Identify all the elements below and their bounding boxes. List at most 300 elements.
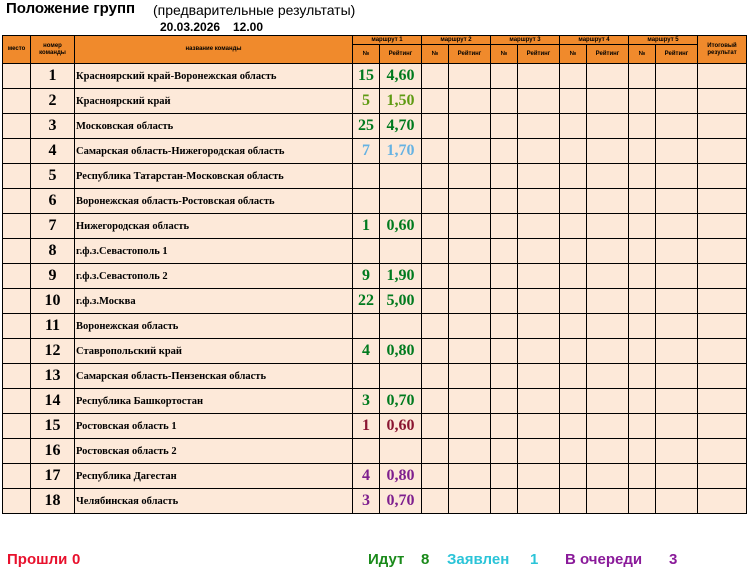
total-cell [698, 264, 747, 289]
route-2-num-cell [422, 239, 449, 264]
route-5-num-cell [629, 214, 656, 239]
team-name-cell: Ростовская область 1 [75, 414, 353, 439]
header-route-5-rating: Рейтинг [656, 45, 698, 64]
team-name-cell: г.ф.з.Севастополь 2 [75, 264, 353, 289]
place-cell [3, 389, 31, 414]
route-2-rating-cell [449, 114, 491, 139]
route-3-rating-cell [518, 139, 560, 164]
route-2-num-cell [422, 289, 449, 314]
route-5-num-cell [629, 89, 656, 114]
place-cell [3, 339, 31, 364]
table-row [3, 164, 747, 189]
route-4-rating-cell [587, 264, 629, 289]
header-route-3-num: № [491, 45, 518, 64]
route-3-num-cell [491, 464, 518, 489]
route-3-rating-cell [518, 414, 560, 439]
route-4-rating-cell [587, 114, 629, 139]
route-1-num-cell: 1 [353, 414, 380, 439]
team-number-cell: 6 [31, 189, 75, 214]
route-2-num-cell [422, 314, 449, 339]
header-route-4-rating: Рейтинг [587, 45, 629, 64]
route-1-rating-cell [380, 314, 422, 339]
team-name-cell: Московская область [75, 114, 353, 139]
route-4-num-cell [560, 64, 587, 89]
route-1-num-cell: 7 [353, 139, 380, 164]
route-2-rating-cell [449, 64, 491, 89]
route-4-num-cell [560, 389, 587, 414]
route-1-rating-cell: 0,70 [380, 489, 422, 514]
total-cell [698, 439, 747, 464]
table-row [3, 389, 747, 414]
route-5-num-cell [629, 314, 656, 339]
route-1-rating-cell: 5,00 [380, 289, 422, 314]
route-5-num-cell [629, 414, 656, 439]
route-2-rating-cell [449, 264, 491, 289]
route-5-num-cell [629, 289, 656, 314]
total-cell [698, 464, 747, 489]
route-3-num-cell [491, 389, 518, 414]
route-1-rating-cell [380, 364, 422, 389]
route-1-num-cell [353, 439, 380, 464]
route-5-rating-cell [656, 164, 698, 189]
place-cell [3, 214, 31, 239]
header-route-3-rating: Рейтинг [518, 45, 560, 64]
route-2-num-cell [422, 389, 449, 414]
team-name-cell: Ставропольский край [75, 339, 353, 364]
route-5-rating-cell [656, 289, 698, 314]
route-1-rating-cell: 1,50 [380, 89, 422, 114]
total-cell [698, 189, 747, 214]
table-row [3, 139, 747, 164]
route-3-num-cell [491, 489, 518, 514]
route-4-num-cell [560, 339, 587, 364]
route-4-num-cell [560, 239, 587, 264]
header-route-1-rating: Рейтинг [380, 45, 422, 64]
route-1-num-cell [353, 164, 380, 189]
route-3-num-cell [491, 264, 518, 289]
total-cell [698, 214, 747, 239]
team-name-cell: Республика Татарстан-Московская область [75, 164, 353, 189]
route-3-rating-cell [518, 489, 560, 514]
route-3-num-cell [491, 414, 518, 439]
route-3-rating-cell [518, 264, 560, 289]
team-number-cell: 10 [31, 289, 75, 314]
table-row [3, 289, 747, 314]
table-row [3, 314, 747, 339]
route-4-rating-cell [587, 164, 629, 189]
place-cell [3, 239, 31, 264]
route-5-num-cell [629, 364, 656, 389]
total-cell [698, 414, 747, 439]
route-3-rating-cell [518, 114, 560, 139]
team-number-cell: 18 [31, 489, 75, 514]
route-5-num-cell [629, 139, 656, 164]
route-5-rating-cell [656, 64, 698, 89]
table-row [3, 464, 747, 489]
report-date: 20.03.2026 [160, 20, 221, 34]
place-cell [3, 489, 31, 514]
results-table [2, 35, 747, 514]
declared-count: 1 [530, 551, 539, 568]
table-row [3, 489, 747, 514]
route-5-rating-cell [656, 339, 698, 364]
route-4-rating-cell [587, 64, 629, 89]
header-route-4-num: № [560, 45, 587, 64]
route-2-rating-cell [449, 239, 491, 264]
table-row [3, 214, 747, 239]
place-cell [3, 414, 31, 439]
header-route-2-num: № [422, 45, 449, 64]
team-name-cell: Красноярский край [75, 89, 353, 114]
going-count: 8 [421, 551, 430, 568]
table-row [3, 414, 747, 439]
route-5-rating-cell [656, 214, 698, 239]
route-5-num-cell [629, 464, 656, 489]
team-name-cell: Самарская область-Пензенская область [75, 364, 353, 389]
total-cell [698, 139, 747, 164]
route-3-num-cell [491, 89, 518, 114]
total-cell [698, 489, 747, 514]
team-number-cell: 17 [31, 464, 75, 489]
team-number-cell: 15 [31, 414, 75, 439]
route-1-rating-cell [380, 439, 422, 464]
route-3-rating-cell [518, 314, 560, 339]
place-cell [3, 164, 31, 189]
table-row [3, 339, 747, 364]
route-5-num-cell [629, 114, 656, 139]
route-1-num-cell: 4 [353, 339, 380, 364]
report-time: 12.00 [233, 20, 264, 34]
route-4-num-cell [560, 264, 587, 289]
team-name-cell: Ростовская область 2 [75, 439, 353, 464]
route-5-num-cell [629, 239, 656, 264]
route-3-rating-cell [518, 64, 560, 89]
route-2-num-cell [422, 189, 449, 214]
route-5-rating-cell [656, 439, 698, 464]
route-1-num-cell: 1 [353, 214, 380, 239]
place-cell [3, 64, 31, 89]
route-5-rating-cell [656, 464, 698, 489]
team-name-cell: Республика Дагестан [75, 464, 353, 489]
route-3-num-cell [491, 364, 518, 389]
declared-label: Заявлен [447, 551, 510, 568]
route-3-rating-cell [518, 289, 560, 314]
route-1-rating-cell [380, 189, 422, 214]
route-4-num-cell [560, 114, 587, 139]
header-total: Итоговый результат [698, 36, 747, 64]
route-1-rating-cell: 4,70 [380, 114, 422, 139]
route-3-num-cell [491, 164, 518, 189]
header-place: место [3, 36, 31, 64]
route-2-num-cell [422, 164, 449, 189]
route-4-num-cell [560, 464, 587, 489]
route-2-num-cell [422, 89, 449, 114]
team-name-cell: Воронежская область-Ростовская область [75, 189, 353, 214]
total-cell [698, 114, 747, 139]
route-2-rating-cell [449, 439, 491, 464]
route-1-num-cell: 3 [353, 389, 380, 414]
route-5-rating-cell [656, 364, 698, 389]
route-4-rating-cell [587, 239, 629, 264]
route-3-rating-cell [518, 464, 560, 489]
route-4-rating-cell [587, 489, 629, 514]
route-1-rating-cell [380, 164, 422, 189]
route-4-rating-cell [587, 89, 629, 114]
route-4-rating-cell [587, 389, 629, 414]
team-number-cell: 16 [31, 439, 75, 464]
total-cell [698, 289, 747, 314]
route-4-rating-cell [587, 439, 629, 464]
total-cell [698, 364, 747, 389]
total-cell [698, 64, 747, 89]
route-5-rating-cell [656, 89, 698, 114]
team-name-cell: Нижегородская область [75, 214, 353, 239]
place-cell [3, 314, 31, 339]
route-3-num-cell [491, 314, 518, 339]
route-5-rating-cell [656, 414, 698, 439]
route-1-num-cell: 5 [353, 89, 380, 114]
table-row [3, 239, 747, 264]
place-cell [3, 89, 31, 114]
route-1-rating-cell: 0,60 [380, 414, 422, 439]
passed-label: Прошли [7, 551, 68, 568]
table-row [3, 64, 747, 89]
total-cell [698, 339, 747, 364]
team-number-cell: 7 [31, 214, 75, 239]
route-4-num-cell [560, 214, 587, 239]
route-2-num-cell [422, 214, 449, 239]
route-4-num-cell [560, 439, 587, 464]
place-cell [3, 364, 31, 389]
route-4-rating-cell [587, 339, 629, 364]
route-5-rating-cell [656, 389, 698, 414]
total-cell [698, 164, 747, 189]
route-2-rating-cell [449, 489, 491, 514]
route-3-num-cell [491, 239, 518, 264]
table-row [3, 364, 747, 389]
route-1-num-cell: 25 [353, 114, 380, 139]
passed-count: 0 [72, 551, 81, 568]
header-route-3: маршрут 3 [491, 36, 560, 45]
route-3-rating-cell [518, 89, 560, 114]
route-3-num-cell [491, 439, 518, 464]
route-3-rating-cell [518, 339, 560, 364]
route-3-num-cell [491, 114, 518, 139]
route-3-rating-cell [518, 389, 560, 414]
header-team-number: номер команды [31, 36, 75, 64]
route-5-rating-cell [656, 189, 698, 214]
route-1-num-cell: 22 [353, 289, 380, 314]
route-4-num-cell [560, 164, 587, 189]
queue-label: В очереди [565, 551, 643, 568]
route-3-num-cell [491, 64, 518, 89]
total-cell [698, 239, 747, 264]
total-cell [698, 389, 747, 414]
team-name-cell: Воронежская область [75, 314, 353, 339]
route-3-rating-cell [518, 364, 560, 389]
route-1-num-cell [353, 314, 380, 339]
route-4-rating-cell [587, 314, 629, 339]
route-3-num-cell [491, 289, 518, 314]
route-2-num-cell [422, 64, 449, 89]
route-1-num-cell: 3 [353, 489, 380, 514]
route-2-num-cell [422, 264, 449, 289]
route-5-rating-cell [656, 489, 698, 514]
route-5-rating-cell [656, 264, 698, 289]
route-4-rating-cell [587, 464, 629, 489]
route-4-num-cell [560, 364, 587, 389]
table-row [3, 439, 747, 464]
route-4-num-cell [560, 489, 587, 514]
route-5-num-cell [629, 439, 656, 464]
route-1-num-cell: 9 [353, 264, 380, 289]
table-row [3, 264, 747, 289]
route-2-rating-cell [449, 214, 491, 239]
route-3-rating-cell [518, 164, 560, 189]
team-number-cell: 2 [31, 89, 75, 114]
route-5-num-cell [629, 64, 656, 89]
header-team-name: название команды [75, 36, 353, 64]
route-2-num-cell [422, 414, 449, 439]
team-number-cell: 14 [31, 389, 75, 414]
route-1-rating-cell: 0,70 [380, 389, 422, 414]
route-5-rating-cell [656, 314, 698, 339]
queue-count: 3 [669, 551, 678, 568]
team-name-cell: г.ф.з.Москва [75, 289, 353, 314]
route-2-num-cell [422, 339, 449, 364]
route-4-rating-cell [587, 289, 629, 314]
route-2-num-cell [422, 464, 449, 489]
route-1-rating-cell: 0,80 [380, 339, 422, 364]
route-3-num-cell [491, 139, 518, 164]
route-4-num-cell [560, 314, 587, 339]
route-2-num-cell [422, 364, 449, 389]
team-number-cell: 13 [31, 364, 75, 389]
route-3-rating-cell [518, 239, 560, 264]
route-2-rating-cell [449, 464, 491, 489]
header-route-1: маршрут 1 [353, 36, 422, 45]
team-number-cell: 5 [31, 164, 75, 189]
route-1-rating-cell: 1,90 [380, 264, 422, 289]
route-1-rating-cell [380, 239, 422, 264]
route-2-num-cell [422, 439, 449, 464]
header-route-1-num: № [353, 45, 380, 64]
place-cell [3, 189, 31, 214]
route-3-num-cell [491, 189, 518, 214]
total-cell [698, 89, 747, 114]
header-route-5-num: № [629, 45, 656, 64]
route-2-rating-cell [449, 389, 491, 414]
route-2-rating-cell [449, 289, 491, 314]
header-route-2: маршрут 2 [422, 36, 491, 45]
route-2-rating-cell [449, 314, 491, 339]
route-5-rating-cell [656, 139, 698, 164]
team-number-cell: 11 [31, 314, 75, 339]
route-2-num-cell [422, 114, 449, 139]
place-cell [3, 464, 31, 489]
route-1-rating-cell: 0,60 [380, 214, 422, 239]
route-2-rating-cell [449, 364, 491, 389]
route-2-rating-cell [449, 189, 491, 214]
header-route-5: маршрут 5 [629, 36, 698, 45]
route-4-rating-cell [587, 189, 629, 214]
route-5-num-cell [629, 264, 656, 289]
route-4-num-cell [560, 289, 587, 314]
route-4-num-cell [560, 189, 587, 214]
team-number-cell: 12 [31, 339, 75, 364]
team-name-cell: Самарская область-Нижегородская область [75, 139, 353, 164]
route-1-num-cell [353, 189, 380, 214]
results-body [3, 64, 747, 514]
route-5-rating-cell [656, 239, 698, 264]
route-1-num-cell [353, 364, 380, 389]
route-5-num-cell [629, 389, 656, 414]
route-2-rating-cell [449, 339, 491, 364]
team-name-cell: Челябинская область [75, 489, 353, 514]
route-1-rating-cell: 1,70 [380, 139, 422, 164]
route-1-rating-cell: 0,80 [380, 464, 422, 489]
route-4-num-cell [560, 414, 587, 439]
route-3-rating-cell [518, 214, 560, 239]
route-2-rating-cell [449, 164, 491, 189]
route-2-rating-cell [449, 139, 491, 164]
route-1-num-cell: 4 [353, 464, 380, 489]
route-4-rating-cell [587, 414, 629, 439]
place-cell [3, 139, 31, 164]
route-2-num-cell [422, 139, 449, 164]
total-cell [698, 314, 747, 339]
route-1-num-cell [353, 239, 380, 264]
team-name-cell: Красноярский край-Воронежская область [75, 64, 353, 89]
place-cell [3, 114, 31, 139]
route-2-num-cell [422, 489, 449, 514]
page-title: Положение групп [6, 0, 136, 17]
team-number-cell: 4 [31, 139, 75, 164]
team-name-cell: г.ф.з.Севастополь 1 [75, 239, 353, 264]
page-subtitle: (предварительные результаты) [153, 2, 356, 18]
route-5-num-cell [629, 189, 656, 214]
table-row [3, 89, 747, 114]
route-3-rating-cell [518, 189, 560, 214]
team-number-cell: 9 [31, 264, 75, 289]
team-name-cell: Республика Башкортостан [75, 389, 353, 414]
header-route-4: маршрут 4 [560, 36, 629, 45]
route-4-num-cell [560, 139, 587, 164]
place-cell [3, 439, 31, 464]
team-number-cell: 3 [31, 114, 75, 139]
route-3-rating-cell [518, 439, 560, 464]
route-3-num-cell [491, 214, 518, 239]
table-row [3, 114, 747, 139]
route-5-num-cell [629, 339, 656, 364]
route-2-rating-cell [449, 89, 491, 114]
team-number-cell: 1 [31, 64, 75, 89]
route-5-num-cell [629, 164, 656, 189]
header-route-2-rating: Рейтинг [449, 45, 491, 64]
place-cell [3, 289, 31, 314]
route-2-rating-cell [449, 414, 491, 439]
route-4-rating-cell [587, 214, 629, 239]
route-3-num-cell [491, 339, 518, 364]
route-1-num-cell: 15 [353, 64, 380, 89]
table-row [3, 189, 747, 214]
place-cell [3, 264, 31, 289]
route-4-rating-cell [587, 364, 629, 389]
route-5-rating-cell [656, 114, 698, 139]
team-number-cell: 8 [31, 239, 75, 264]
route-4-rating-cell [587, 139, 629, 164]
route-5-num-cell [629, 489, 656, 514]
